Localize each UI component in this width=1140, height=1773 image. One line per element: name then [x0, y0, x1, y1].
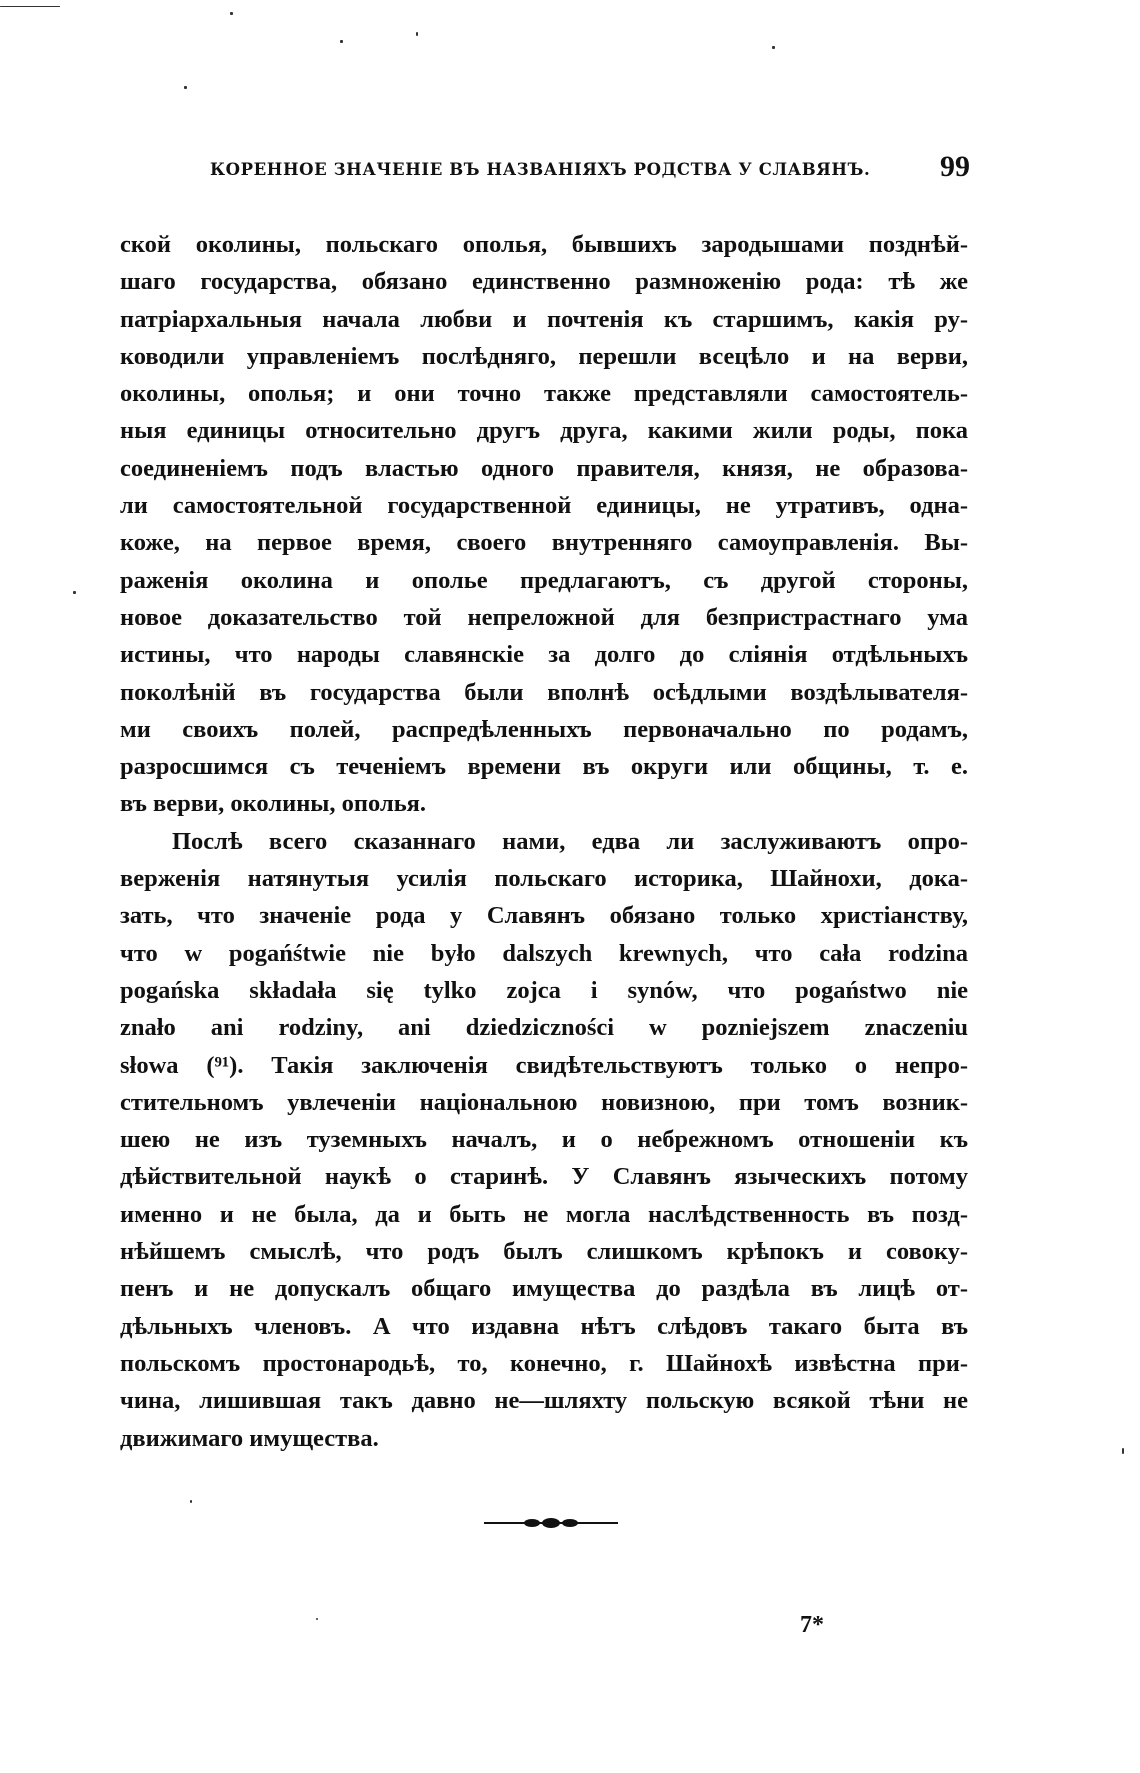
- page-header: [190, 150, 970, 190]
- text-line: истины, что народы славянскіе за долго до слiянія отдѣльныхъ: [120, 641, 968, 669]
- text-line: чина, лишившая такъ давно не—шляхту польскую всякой тѣни не: [120, 1387, 968, 1415]
- text-line: пенъ и не допускалъ общаго имущества до раздѣла въ лицѣ от-: [120, 1275, 968, 1303]
- text-line: разросшимся съ теченіемъ времени въ округи или общины, т. е.: [120, 753, 968, 781]
- scan-speck: [340, 40, 343, 43]
- text-line: коже, на первое время, своего внутренняго самоуправленія. Вы-: [120, 529, 968, 557]
- scan-speck: [190, 1500, 192, 1503]
- scan-speck: [316, 1618, 318, 1620]
- text-line: ководили управленіемъ послѣдняго, перешли всецѣло и на верви,: [120, 342, 968, 370]
- scan-speck: [184, 86, 187, 89]
- text-line: зать, что значеніе рода у Славянъ обязано только христіанству,: [120, 902, 968, 930]
- text-line: движимаго имущества.: [120, 1424, 379, 1452]
- text-line: соединеніемъ подъ властью одного правителя, князя, не образова-: [120, 454, 968, 482]
- text-line: раженія околина и ополье предлагаютъ, съ другой стороны,: [120, 566, 968, 594]
- text-line: поколѣній въ государства были вполнѣ осѣдлыми воздѣлывателя-: [120, 678, 968, 706]
- text-line: шаго государства, обязано единственно размноженію рода: тѣ же: [120, 268, 968, 296]
- text-line: что w pogańśtwie nie było dalszych krewnych, что cała rodzina: [120, 939, 968, 967]
- text-line: околины, ополья; и они точно также представляли самостоятель-: [120, 380, 968, 408]
- text-line: znało ani rodziny, ani dziedziczności w pozniejszem znaczeniu: [120, 1014, 968, 1042]
- body-text: [120, 226, 968, 1457]
- text-line: патріархальныя начала любви и почтенія къ старшимъ, какія ру-: [120, 305, 968, 333]
- text-line: ныя единицы относительно другъ друга, какими жили роды, пока: [120, 417, 968, 445]
- text-line: ми своихъ полей, распредѣленныхъ первоначально по родамъ,: [120, 715, 968, 743]
- scan-speck: [416, 32, 418, 36]
- text-line: верженія натянутыя усилія польскаго историка, Шайнохи, дока-: [120, 865, 968, 893]
- text-line: słowa (⁹¹). Такія заключенія свидѣтельствуютъ только о непро-: [120, 1051, 968, 1079]
- scan-speck: [230, 12, 233, 15]
- running-head: КОРЕННОЕ ЗНАЧЕНІЕ ВЪ НАЗВАНІЯХЪ РОДСТВА У СЛАВЯНЪ.: [210, 160, 871, 179]
- scan-speck: [0, 6, 60, 7]
- text-line: шею не изъ туземныхъ началъ, и о небрежномъ отношеніи къ: [120, 1126, 968, 1154]
- text-line: дѣйствительной наукѣ о старинѣ. У Славянъ языческихъ потому: [120, 1163, 968, 1191]
- text-line: польскомъ простонародьѣ, то, конечно, г. Шайнохѣ извѣстна при-: [120, 1349, 968, 1377]
- text-line: именно и не была, да и быть не могла наслѣдственность въ позд-: [120, 1200, 968, 1228]
- text-line: нѣйшемъ смыслѣ, что родъ былъ слишкомъ крѣпокъ и совоку-: [120, 1238, 968, 1266]
- signature-mark: 7*: [800, 1612, 824, 1638]
- scan-speck: [73, 591, 76, 594]
- text-line: ли самостоятельной государственной единицы, не утративъ, одна-: [120, 492, 968, 520]
- scan-speck: [1122, 1448, 1124, 1454]
- page-number: 99: [940, 150, 970, 183]
- text-line: pogańska składała się tylko zojca i synów, что pogaństwo nie: [120, 976, 968, 1004]
- text-line: новое доказательство той непреложной для безпристрастнаго ума: [120, 603, 968, 631]
- text-line: въ верви, околины, ополья.: [120, 790, 427, 818]
- scan-speck: [772, 46, 775, 49]
- text-line: ской околины, польскаго ополья, бывшихъ зародышами позднѣй-: [120, 231, 968, 258]
- text-line: стительномъ увлеченіи національною новизною, при томъ возник-: [120, 1088, 968, 1116]
- ornament-rule-icon: [484, 1516, 618, 1530]
- text-line: дѣльныхъ членовъ. А что издавна нѣтъ слѣдовъ такаго быта въ: [120, 1312, 968, 1340]
- text-line: Послѣ всего сказаннаго нами, едва ли заслуживаютъ опро-: [172, 827, 968, 855]
